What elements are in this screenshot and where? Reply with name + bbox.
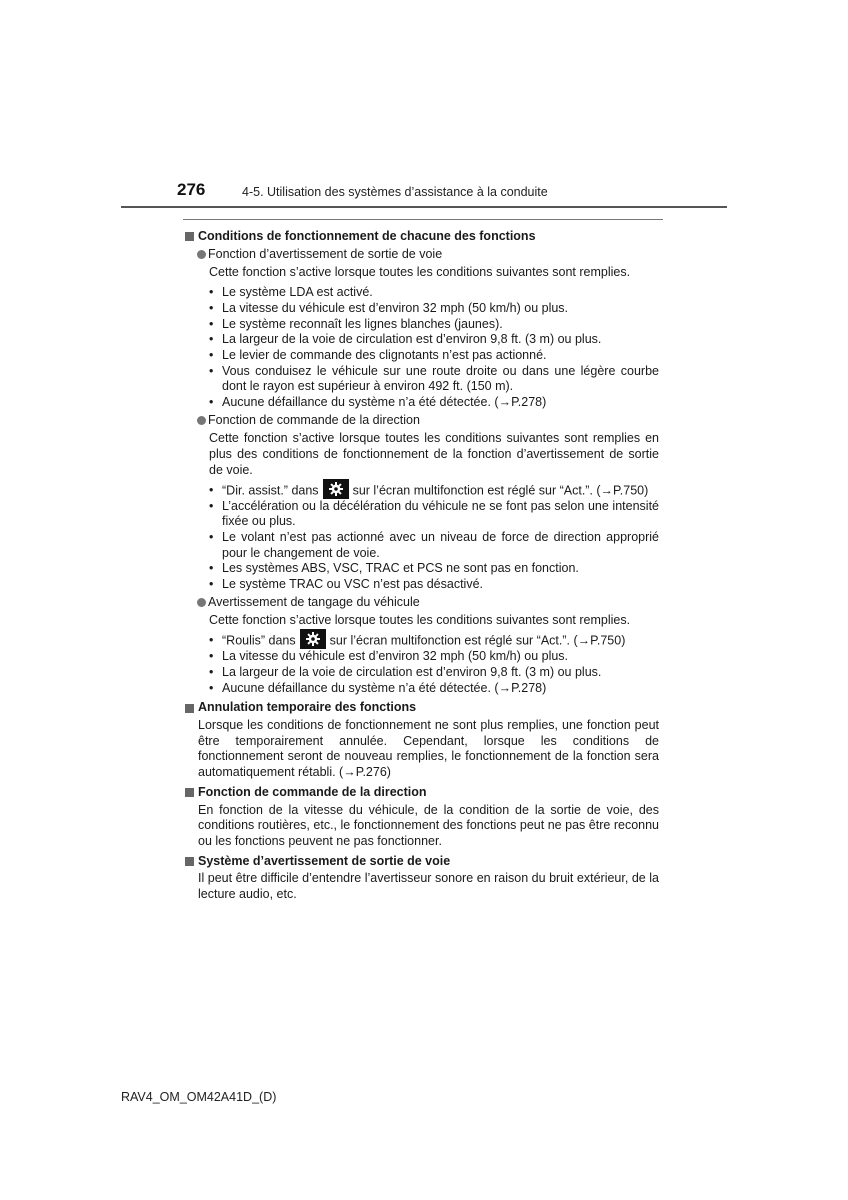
circle-bullet-icon [197,598,206,607]
square-bullet-icon [185,788,194,797]
list-item: • La largeur de la voie de circulation est d’environ 9,8 ft. (3 m) ou plus. [209,332,602,347]
list-item: • Le système TRAC ou VSC n’est pas désactivé. [209,577,483,592]
list-item: • Le système reconnaît les lignes blanches (jaunes). [209,316,503,331]
list-item: • Les systèmes ABS, VSC, TRAC et PCS ne sont pas en fonction. [209,561,579,576]
list-item: • “Roulis” dans sur l’écran multifonction est réglé sur “Act.”. (→P.750) [209,633,659,649]
page-number: 276 [177,180,206,199]
subheading-title: Avertissement de tangage du véhicule [208,594,420,609]
list-item: • Le volant n’est pas actionné avec un niveau de force de direction approprié pour le changement de voie. [209,529,659,560]
subheading-sway-warning [197,595,659,611]
list-item: • “Dir. assist.” dans sur l’écran multifonction est réglé sur “Act.”. (→P.750) [209,483,659,499]
list-item: • La vitesse du véhicule est d’environ 32 mph (50 km/h) ou plus. [209,300,569,315]
section-title: Fonction de commande de la direction [198,784,427,799]
square-bullet-icon [185,704,194,713]
lda-conditions-list [209,285,659,411]
square-bullet-icon [185,232,194,241]
chapter-title: 4-5. Utilisation des systèmes d’assistance à la conduite [242,185,548,199]
subheading-title: Fonction de commande de la direction [208,412,420,427]
circle-bullet-icon [197,250,206,259]
sway-intro: Cette fonction s’active lorsque toutes les conditions suivantes sont remplies. [209,613,631,628]
steering-control-text: En fonction de la vitesse du véhicule, de la condition de la sortie de voie, des conditions routières, etc., le fonctionnement des fonctions peut ne pas être reconnu ou les fonctions peuvent ne pas fonctionner. [198,802,659,848]
section-heading-steering-control [185,785,659,801]
warning-system-text: Il peut être difficile d’entendre l’avertisseur sonore en raison du bruit extérieur, de la lecture audio, etc. [198,871,659,902]
gear-icon [300,629,326,649]
circle-bullet-icon [197,416,206,425]
content-rule [183,219,663,220]
list-item: • La vitesse du véhicule est d’environ 32 mph (50 km/h) ou plus. [209,649,569,664]
section-title: Conditions de fonctionnement de chacune des fonctions [198,229,536,243]
steering-intro: Cette fonction s’active lorsque toutes les conditions suivantes sont remplies en plus des conditions de fonctionnement de la fonction d’avertissement de sortie de voie. [209,431,659,477]
list-item: • Aucune défaillance du système n’a été détectée. (→P.278) [209,680,547,695]
list-item: • Le levier de commande des clignotants n’est pas actionné. [209,347,547,362]
list-item: • Aucune défaillance du système n’a été détectée. (→P.278) [209,395,547,410]
steering-conditions-list [209,483,659,593]
section-heading-warning-system [185,854,659,870]
subheading-title: Fonction d’avertissement de sortie de voie [208,246,443,261]
section-title: Système d’avertissement de sortie de voie [198,853,451,868]
gear-icon [323,479,349,499]
header-rule [121,206,727,208]
lda-intro: Cette fonction s’active lorsque toutes les conditions suivantes sont remplies. [209,265,631,280]
cancel-text: Lorsque les conditions de fonctionnement ne sont plus remplies, une fonction peut être temporairement annulée. Cependant, lorsque les conditions de fonctionnement seront de nouveau remplies, le fonctionnement de la fonction sera automatiquement rétabli. (→P.276) [198,717,659,780]
subheading-steering [197,413,659,429]
sway-conditions-list [209,633,659,696]
subheading-lda [197,247,659,263]
page-content [185,225,659,906]
list-item: • La largeur de la voie de circulation est d’environ 9,8 ft. (3 m) ou plus. [209,664,602,679]
square-bullet-icon [185,857,194,866]
section-heading-conditions [185,229,659,245]
section-title: Annulation temporaire des fonctions [198,700,417,715]
list-item: • Vous conduisez le véhicule sur une route droite ou dans une légère courbe dont le rayon est supérieur à environ 492 ft. (150 m). [209,363,659,394]
list-item: • L’accélération ou la décélération du véhicule ne se font pas selon une intensité fixée ou plus. [209,498,659,529]
section-heading-cancel [185,700,659,716]
document-code: RAV4_OM_OM42A41D_(D) [121,1090,277,1104]
list-item: • Le système LDA est activé. [209,285,373,300]
